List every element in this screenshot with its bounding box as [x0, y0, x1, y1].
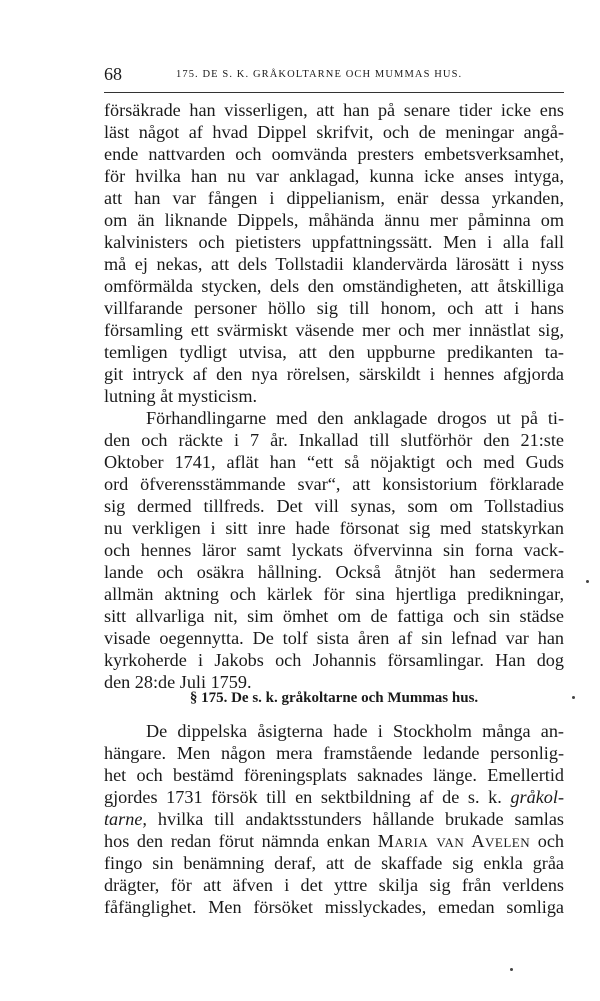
text-segment: hvilka till andaktsstunders hållande brukade samlas [157, 809, 565, 829]
text-line: den 28:de Juli 1759. [104, 672, 252, 692]
text-line: hängare. Men någon mera framstående ledande personlig- [104, 743, 564, 763]
running-head [104, 64, 564, 84]
italic-term: tarne, [104, 809, 147, 829]
text-line: omförmälda stycken, dels den omständigheten, att åtskilliga [104, 276, 564, 296]
text-line: allmän aktning och kärlek för sina hjertliga predikningar, [104, 584, 564, 604]
text-line [104, 830, 564, 852]
text-segment: gjordes 1731 försök till en sektbildning af de s. k. [104, 787, 502, 807]
text-line: den och räckte i 7 år. Inkallad till slutförhör den 21:ste [104, 430, 564, 450]
header-rule [104, 92, 564, 93]
text-line: må ej nekas, att dels Tollstadii klandervärda lärosätt i nyss [104, 254, 564, 274]
text-line: villfarande personer höllo sig till honom, och att i hans [104, 298, 564, 318]
running-title: 175. DE S. K. GRÅKOLTARNE OCH MUMMAS HUS. [176, 69, 463, 80]
text-line: lande och osäkra hållning. Också åtnjöt han sedermera [104, 562, 564, 582]
text-segment: hos den redan förut nämnda enkan [104, 831, 371, 851]
text-line: om än liknande Dippels, måhända ännu mer påminna om [104, 210, 564, 230]
text-line: ende nattvarden och oomvända presters embetsverksamhet, [104, 144, 564, 164]
text-line [104, 786, 564, 808]
page-number: 68 [104, 64, 122, 84]
text-line: läst något af hvad Dippel skrifvit, och de meningar angå- [104, 122, 564, 142]
text-line: försäkrade han visserligen, att han på senare tider icke ens [104, 100, 564, 120]
print-speck [586, 580, 589, 583]
person-name: Maria van Avelen [377, 831, 531, 851]
text-line: ord öfverensstämmande svar“, att konsistorium förklarade [104, 474, 564, 494]
italic-term: gråkol- [510, 787, 564, 807]
text-line: het och bestämd föreningsplats saknades länge. Emellertid [104, 765, 564, 785]
text-line: fåfänglighet. Men försöket misslyckades, emedan somliga [104, 897, 564, 917]
text-line: visade oegennytta. De tolf sista åren af sin lefnad var han [104, 628, 564, 648]
text-line: kalvinisters och pietisters uppfattningssätt. Men i alla fall [104, 232, 564, 252]
text-line: git intryck af den nya rörelsen, särskildt i hennes afgjorda [104, 364, 564, 384]
text-line: och hennes läror samt lyckats öfvervinna sin forna vack- [104, 540, 564, 560]
text-line: Oktober 1741, aflät han “ett så nöjaktigt och med Guds [104, 452, 564, 472]
text-line: drägter, för att äfven i det yttre skilja sig från verldens [104, 875, 564, 895]
text-line: lutning åt mysticism. [104, 386, 258, 406]
text-line: temligen tydligt utvisa, att den uppburne predikanten ta- [104, 342, 564, 362]
text-line: sitt allvarliga nit, sim ömhet om de fattiga och sin städse [104, 606, 564, 626]
text-line: sig dermed tillfreds. Det vill synas, som om Tollstadius [104, 496, 564, 516]
section-heading: § 175. De s. k. gråkoltarne och Mummas hus. [189, 690, 479, 706]
text-segment: och [537, 831, 564, 851]
text-line: för hvilka han nu var anklagad, kunna icke anses intyga, [104, 166, 564, 186]
text-line: församling ett svärmiskt väsende mer och mer innästlat sig, [104, 320, 564, 340]
text-line: nu verkligen i sitt inre hade försonat sig med statskyrkan [104, 518, 564, 538]
text-line: kyrkoherde i Jakobs och Johannis församlingar. Han dog [104, 650, 564, 670]
text-line: De dippelska åsigterna hade i Stockholm många an- [146, 721, 564, 741]
print-speck [510, 968, 513, 971]
text-line: fingo sin benämning deraf, att de skaffade sig enkla gråa [104, 853, 564, 873]
text-line: att han var fången i dippelianism, enär dessa yrkanden, [104, 188, 564, 208]
text-line: Förhandlingarne med den anklagade drogos ut på ti- [146, 408, 564, 428]
text-line [104, 808, 564, 830]
print-speck [572, 696, 575, 699]
